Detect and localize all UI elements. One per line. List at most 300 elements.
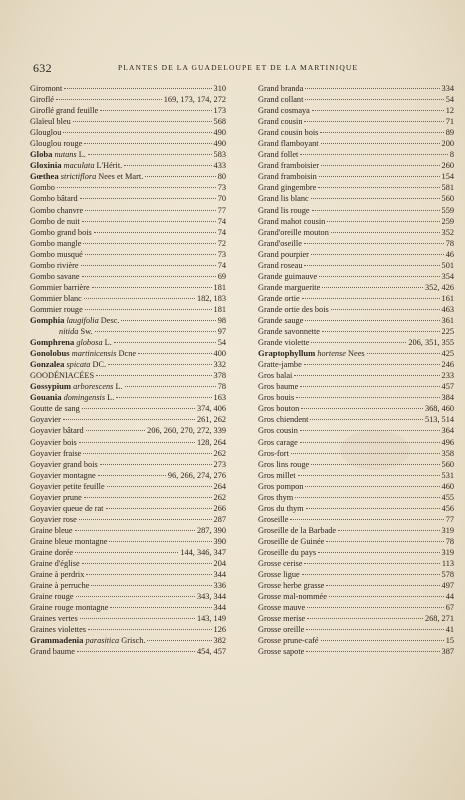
page-reference: 74	[217, 227, 226, 237]
species-name: martinicensis	[69, 349, 117, 359]
page-reference: 96, 266, 274, 276	[167, 470, 226, 480]
index-term	[258, 558, 302, 569]
leader-dots	[82, 408, 195, 409]
page-reference: 343, 344	[196, 592, 226, 602]
index-entry	[258, 127, 454, 138]
term-text: Graine à perruche	[30, 581, 90, 591]
term-text: Gombo chanvre	[30, 205, 84, 215]
index-entry	[30, 271, 226, 282]
leader-dots	[306, 508, 440, 509]
index-term	[30, 359, 106, 370]
term-text: Glouglou	[30, 128, 62, 138]
species-name: nitida	[59, 327, 79, 337]
page-reference: 390	[213, 536, 226, 546]
term-text: Grande ortie des bois	[258, 304, 329, 314]
page-reference: 97	[217, 327, 226, 337]
index-entry	[30, 116, 226, 127]
leader-dots	[304, 265, 439, 266]
page-reference: 264	[213, 481, 226, 491]
leader-dots	[63, 132, 211, 133]
page-reference: 78	[445, 536, 454, 546]
index-term	[258, 238, 302, 249]
term-text: Grande savonnette	[258, 327, 320, 337]
genus-name: Gonolobus	[30, 348, 70, 359]
leader-dots	[100, 110, 211, 111]
term-text: Goyavier bâtard	[30, 426, 84, 436]
leader-dots	[319, 276, 439, 277]
leader-dots	[98, 475, 166, 476]
genus-name: Gœthea	[30, 171, 59, 182]
page-reference: 332	[213, 360, 226, 370]
index-entry	[258, 249, 454, 260]
running-head	[33, 61, 453, 75]
term-text: Gombo musqué	[30, 249, 83, 259]
page-reference: 204	[213, 559, 226, 569]
term-text: L'Hérit.	[94, 161, 123, 171]
page-reference: 233	[441, 371, 454, 381]
index-term	[30, 613, 78, 624]
page-reference: 287	[213, 514, 226, 524]
index-entry	[258, 138, 454, 149]
page-reference: 268, 271	[424, 614, 454, 624]
index-entry	[258, 514, 454, 525]
index-entry	[30, 514, 226, 525]
leader-dots	[124, 165, 211, 166]
index-term	[30, 315, 119, 326]
leader-dots	[85, 210, 215, 211]
index-entry	[258, 182, 454, 193]
term-text: Gros chiendent	[258, 415, 309, 425]
index-entry	[258, 260, 454, 271]
index-term	[30, 470, 96, 481]
index-term	[30, 403, 80, 414]
index-entry	[30, 149, 226, 160]
term-text: Grande marguerite	[258, 282, 321, 292]
index-term	[30, 370, 94, 381]
index-term	[30, 160, 122, 171]
page-reference: 260	[441, 161, 454, 171]
index-entry	[30, 326, 226, 337]
index-entry	[30, 370, 226, 381]
index-entry	[30, 547, 226, 558]
index-entry	[258, 503, 454, 514]
index-entry	[30, 304, 226, 315]
leader-dots	[329, 596, 444, 597]
term-text: Graine bleue	[30, 525, 73, 535]
leader-dots	[310, 419, 422, 420]
term-text: Grand follet	[258, 150, 299, 160]
page-reference: 181	[213, 282, 226, 292]
index-term	[258, 171, 317, 182]
page-reference: 262	[213, 448, 226, 458]
term-text: Grand framboisin	[258, 172, 317, 182]
leader-dots	[327, 221, 439, 222]
index-term	[258, 182, 316, 193]
leader-dots	[83, 243, 215, 244]
index-entry	[258, 193, 454, 204]
species-name: spicata	[64, 360, 91, 370]
page-reference: 400	[213, 349, 226, 359]
index-entry	[30, 425, 226, 436]
leader-dots	[318, 552, 439, 553]
leader-dots	[304, 243, 444, 244]
index-entry	[30, 635, 226, 646]
index-column-left	[30, 83, 226, 657]
index-entry	[258, 414, 454, 425]
index-term	[258, 326, 320, 337]
term-text: Dcne	[116, 349, 137, 359]
term-text: Grosse oreille	[258, 625, 305, 635]
index-term	[258, 315, 303, 326]
page-reference: 581	[441, 183, 454, 193]
page-reference: 44	[445, 592, 454, 602]
index-term	[258, 304, 329, 315]
index-entry	[258, 525, 454, 536]
leader-dots	[73, 121, 212, 122]
term-text: Graine d'église	[30, 559, 80, 569]
term-text: Goyavier prune	[30, 492, 82, 502]
index-entry	[258, 282, 454, 293]
term-text: Giromont	[30, 84, 63, 93]
leader-dots	[331, 309, 440, 310]
page-reference: 531	[441, 470, 454, 480]
term-text: Gros baume	[258, 382, 299, 392]
index-term	[30, 558, 80, 569]
index-entry	[30, 94, 226, 105]
page-reference: 368, 460	[424, 404, 454, 414]
leader-dots	[312, 110, 444, 111]
index-term	[30, 381, 123, 392]
index-entry	[258, 392, 454, 403]
term-text: Grande violette	[258, 338, 310, 348]
index-entry	[30, 646, 226, 657]
page-reference: 455	[441, 492, 454, 502]
page-reference: 490	[213, 139, 226, 149]
term-text: Sw.	[78, 327, 93, 337]
page-reference: 72	[217, 238, 226, 248]
index-term	[30, 547, 73, 558]
index-term	[258, 160, 319, 171]
page-reference: 12	[445, 106, 454, 116]
term-text: Gombo bâtard	[30, 194, 78, 204]
leader-dots	[319, 176, 440, 177]
index-term	[258, 348, 365, 359]
term-text: Goyavier fraise	[30, 448, 82, 458]
index-term	[30, 94, 54, 105]
page-reference: 497	[441, 581, 454, 591]
index-term	[30, 348, 136, 359]
term-text: Grosse prune-café	[258, 636, 319, 646]
term-text: Gros-fort	[258, 448, 289, 458]
page-reference: 77	[217, 205, 226, 215]
page-reference: 181	[213, 304, 226, 314]
term-text: L.	[113, 382, 123, 392]
index-entry	[258, 613, 454, 624]
index-entry	[30, 293, 226, 304]
index-term	[30, 326, 93, 337]
term-text: Nees et Mart.	[96, 172, 144, 182]
leader-dots	[322, 331, 440, 332]
page-reference: 15	[445, 636, 454, 646]
leader-dots	[305, 486, 439, 487]
page-reference: 378	[213, 371, 226, 381]
index-term	[258, 392, 294, 403]
index-term	[258, 359, 302, 370]
page-reference: 358	[441, 448, 454, 458]
page-reference: 352, 426	[424, 282, 454, 292]
index-entry	[258, 569, 454, 580]
page-reference: 73	[217, 249, 226, 259]
index-entry	[258, 580, 454, 591]
index-term	[30, 437, 77, 448]
index-entry	[30, 160, 226, 171]
leader-dots	[318, 187, 439, 188]
index-term	[258, 448, 289, 459]
term-text: Goyavier queue de rat	[30, 503, 104, 513]
leader-dots	[57, 187, 216, 188]
leader-dots	[84, 298, 195, 299]
leader-dots	[295, 497, 439, 498]
leader-dots	[306, 651, 439, 652]
leader-dots	[77, 651, 195, 652]
page-reference: 54	[445, 95, 454, 105]
term-text: Grand pourpier	[258, 249, 309, 259]
page-reference: 344	[213, 570, 226, 580]
page-reference: 513, 514	[424, 415, 454, 425]
index-term	[30, 392, 114, 403]
page-reference: 98	[217, 315, 226, 325]
leader-dots	[298, 475, 440, 476]
page-reference: 490	[213, 128, 226, 138]
species-name: nutans	[52, 150, 77, 160]
leader-dots	[94, 232, 216, 233]
term-text: Grand cosmaya	[258, 106, 310, 116]
term-text: Nees	[345, 349, 365, 359]
term-text: Grand roseau	[258, 260, 303, 270]
genus-name: Grammadenia	[30, 635, 84, 646]
index-term	[30, 503, 104, 514]
index-term	[258, 514, 288, 525]
index-term	[30, 105, 98, 116]
index-term	[30, 646, 75, 657]
index-entry	[258, 359, 454, 370]
page-reference: 560	[441, 459, 454, 469]
term-text: GOODÉNIACÉES	[30, 371, 95, 381]
term-text: Gombo savane	[30, 271, 80, 281]
index-entry	[258, 591, 454, 602]
index-entry	[30, 227, 226, 238]
index-entry	[30, 558, 226, 569]
page-number: 632	[33, 61, 52, 75]
index-entry	[30, 470, 226, 481]
leader-dots	[82, 276, 216, 277]
index-entry	[258, 315, 454, 326]
term-text	[30, 327, 59, 336]
species-name: laugifolia	[64, 315, 99, 325]
index-entry	[258, 83, 454, 94]
index-entry	[258, 470, 454, 481]
term-text: Graine à perdrix	[30, 570, 85, 580]
leader-dots	[305, 88, 439, 89]
page-reference: 69	[217, 271, 226, 281]
index-entry	[30, 403, 226, 414]
term-text: Gommier barrière	[30, 282, 90, 292]
term-text: Grosse ligue	[258, 570, 300, 580]
page-reference: 70	[217, 194, 226, 204]
index-entry	[258, 205, 454, 216]
term-text: Grand gingembre	[258, 183, 317, 193]
page-reference: 246	[441, 360, 454, 370]
page-reference: 457	[441, 382, 454, 392]
term-text: Groseille du pays	[258, 547, 317, 557]
term-text: Graine bleue montagne	[30, 536, 108, 546]
index-entry	[30, 282, 226, 293]
term-text: Desc.	[98, 315, 120, 325]
index-entry	[258, 216, 454, 227]
genus-name: Gossypium	[30, 381, 72, 392]
page-reference: 78	[445, 238, 454, 248]
leader-dots	[312, 210, 440, 211]
term-text: Grosse herbe grasse	[258, 581, 325, 591]
index-entry	[30, 127, 226, 138]
leader-dots	[338, 530, 439, 531]
index-term	[258, 282, 320, 293]
leader-dots	[321, 165, 439, 166]
term-text: Grosse mal-nommée	[258, 592, 327, 602]
term-text: Grand'oseille	[258, 238, 302, 248]
leader-dots	[64, 88, 211, 89]
index-term	[30, 425, 84, 436]
index-term	[30, 205, 83, 216]
genus-name: Gomphia	[30, 314, 65, 325]
leader-dots	[85, 254, 216, 255]
index-entry	[30, 481, 226, 492]
index-entry	[258, 348, 454, 359]
index-entry	[30, 492, 226, 503]
leader-dots	[311, 342, 406, 343]
leader-dots	[304, 563, 439, 564]
index-entry	[30, 193, 226, 204]
index-term	[30, 459, 98, 470]
index-entry	[258, 370, 454, 381]
page-reference: 154	[441, 172, 454, 182]
term-text: Grand cousin	[258, 117, 303, 127]
index-term	[30, 580, 89, 591]
leader-dots	[321, 143, 440, 144]
leader-dots	[321, 640, 444, 641]
page-reference: 80	[217, 172, 226, 182]
page-reference: 578	[441, 570, 454, 580]
index-term	[258, 481, 303, 492]
page-reference: 262	[213, 492, 226, 502]
term-text: Grand mahot cousin	[258, 216, 326, 226]
index-term	[30, 514, 77, 525]
leader-dots	[367, 353, 440, 354]
leader-dots	[304, 121, 443, 122]
index-term	[258, 569, 300, 580]
index-entry	[258, 293, 454, 304]
index-term	[30, 127, 61, 138]
index-entry	[258, 558, 454, 569]
page-reference: 460	[441, 481, 454, 491]
term-text: Gratte-jambe	[258, 360, 302, 370]
leader-dots	[96, 375, 211, 376]
leader-dots	[56, 99, 162, 100]
index-entry	[258, 459, 454, 470]
index-entry	[30, 613, 226, 624]
term-text: L.	[105, 393, 115, 403]
term-text: L.	[76, 150, 86, 160]
index-entry	[30, 249, 226, 260]
term-text: Grand'oreille mouton	[258, 227, 329, 237]
leader-dots	[291, 453, 440, 454]
index-term	[30, 492, 82, 503]
index-term	[30, 193, 78, 204]
leader-dots	[302, 574, 440, 575]
index-entry	[30, 359, 226, 370]
index-entry	[30, 392, 226, 403]
leader-dots	[322, 287, 423, 288]
index-entry	[30, 171, 226, 182]
page-reference: 361	[441, 315, 454, 325]
index-term	[258, 459, 309, 470]
page-reference: 169, 173, 174, 272	[163, 95, 226, 105]
leader-dots	[80, 198, 216, 199]
leader-dots	[79, 442, 195, 443]
term-text: Grand cousin bois	[258, 128, 319, 138]
leader-dots	[84, 143, 211, 144]
index-term	[258, 105, 310, 116]
leader-dots	[100, 464, 212, 465]
leader-dots	[76, 596, 195, 597]
term-text: Goutte de sang	[30, 404, 80, 414]
species-name: parasitica	[83, 636, 120, 646]
term-text: Goyavier	[30, 415, 61, 425]
leader-dots	[301, 408, 423, 409]
leader-dots	[307, 618, 423, 619]
term-text: Glouglou rouge	[30, 139, 83, 149]
page-reference: 46	[445, 249, 454, 259]
index-term	[30, 448, 81, 459]
index-term	[258, 414, 308, 425]
index-term	[258, 503, 304, 514]
running-title: PLANTES DE LA GUADELOUPE ET DE LA MARTINIQUE	[118, 63, 359, 72]
term-text: Giroflé	[30, 95, 54, 105]
index-entry	[258, 437, 454, 448]
page-reference: 310	[213, 84, 226, 93]
term-text: Graine rouge montagne	[30, 603, 109, 613]
leader-dots	[116, 397, 211, 398]
index-term	[30, 271, 80, 282]
term-text: L.	[102, 338, 112, 348]
term-text: Graine rouge	[30, 592, 74, 602]
index-entry	[258, 547, 454, 558]
term-text: Grosse sapote	[258, 647, 305, 657]
page-reference: 126	[213, 625, 226, 635]
index-term	[258, 547, 316, 558]
leader-dots	[300, 430, 440, 431]
index-term	[258, 635, 319, 646]
page-reference: 128, 264	[196, 437, 226, 447]
page-reference: 454, 457	[196, 647, 226, 657]
page-reference: 173	[213, 106, 226, 116]
leader-dots	[304, 364, 440, 365]
term-text: Graine dorée	[30, 547, 74, 557]
index-term	[30, 138, 82, 149]
page-reference: 425	[441, 349, 454, 359]
page-reference: 560	[441, 194, 454, 204]
index-entry	[30, 182, 226, 193]
